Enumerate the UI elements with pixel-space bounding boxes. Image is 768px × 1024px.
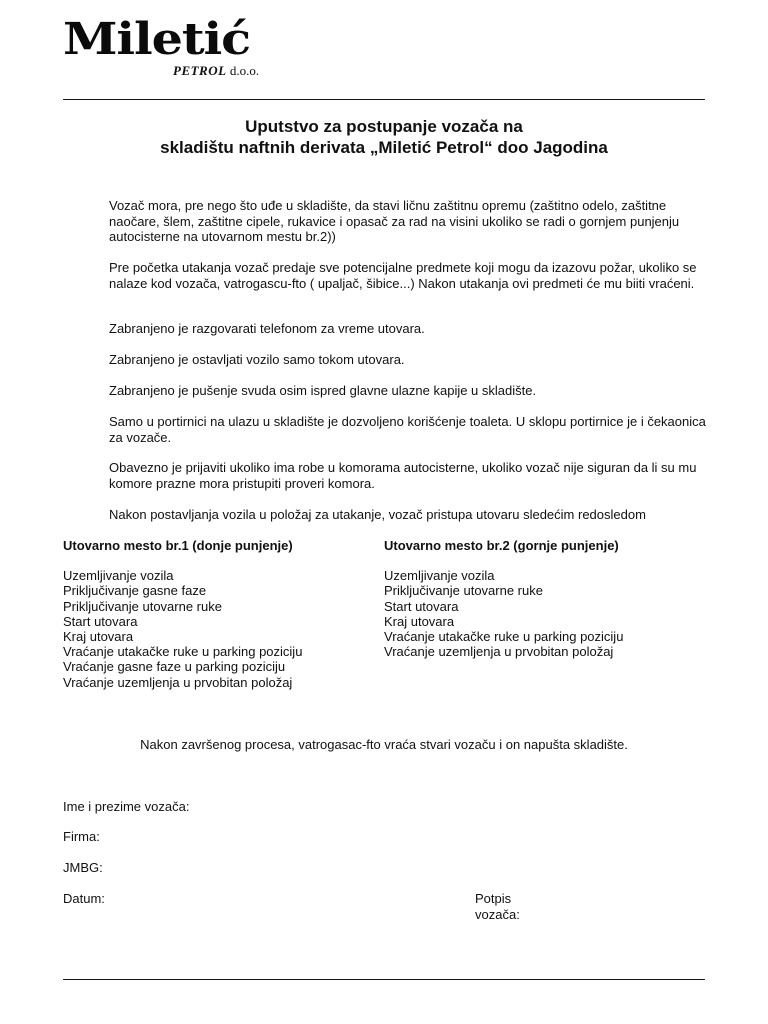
- document-title: [0, 116, 768, 158]
- document-title-line-1: Uputstvo za postupanje vozača na: [245, 117, 523, 136]
- paragraph-no-phone: Zabranjeno je razgovarati telefonom za vreme utovara.: [109, 321, 425, 336]
- loading-point-1-title: Utovarno mesto br.1 (donje punjenje): [63, 538, 293, 553]
- list-item: Priključivanje utovarne ruke: [63, 598, 222, 614]
- list-item: Priključivanje gasne faze: [63, 583, 207, 599]
- paragraph-toilet-info: Samo u portirnici na ulazu u skladište je dozvoljeno korišćenje toaleta. U sklopu portirnice je i čekaonica za vozače.: [109, 414, 706, 445]
- paragraph-fire-hazard-items: Pre početka utakanja vozač predaje sve potencijalne predmete koji mogu da izazovu požar, ukoliko se nalaze kod vozača, vatrogascu-fto ( upaljač, šibice...) Nakon utakanja ovi predmeti će mu biiti vraćeni.: [109, 260, 697, 291]
- list-item: Kraj utovara: [63, 629, 134, 645]
- paragraph-loading-order: Nakon postavljanja vozila u položaj za utakanje, vozač pristupa utovaru sledećim redosledom: [109, 507, 646, 522]
- loading-point-1-steps: [63, 568, 302, 690]
- list-item: Start utovara: [63, 613, 138, 629]
- loading-point-2-title: Utovarno mesto br.2 (gornje punjenje): [384, 538, 619, 553]
- paragraph-no-leaving-vehicle: Zabranjeno je ostavljati vozilo samo tokom utovara.: [109, 352, 405, 367]
- list-item: Kraj utovara: [384, 613, 455, 629]
- logo-petrol-text: PETROL: [173, 63, 227, 78]
- signature-label-line-1: Potpis: [475, 891, 512, 906]
- logo-company-suffix: d.o.o.: [229, 63, 260, 78]
- list-item: Vraćanje utakačke ruke u parking poziciju: [384, 629, 624, 645]
- company-field: Firma:: [63, 829, 100, 844]
- list-item: Vraćanje gasne faze u parking poziciju: [63, 659, 286, 675]
- paragraph-no-smoking: Zabranjeno je pušenje svuda osim ispred glavne ulazne kapije u skladište.: [109, 383, 537, 398]
- driver-signature-field: [475, 891, 545, 922]
- logo-wordmark: Miletić: [63, 14, 251, 65]
- list-item: Priključivanje utovarne ruke: [384, 583, 543, 599]
- signature-label-line-2: vozača:: [475, 906, 520, 922]
- paragraph-protective-equipment: Vozač mora, pre nego što uđe u skladište, da stavi ličnu zaštitnu opremu (zaštitno odelo, zaštitne naočare, šlem, zaštitne cipele, rukavice i opasač za rad na visini ukoliko se radi o gornjem punjenju autocisterne na utovarnom mestu br.2)): [109, 198, 680, 244]
- document-title-line-2: skladištu naftnih derivata „Miletić Petrol“ doo Jagodina: [160, 138, 608, 157]
- loading-point-2: [384, 538, 623, 659]
- company-logo: [63, 14, 303, 80]
- driver-name-field: Ime i prezime vozača:: [63, 799, 190, 814]
- list-item: Uzemljivanje vozila: [63, 568, 174, 584]
- list-item: Vraćanje uzemljenja u prvobitan položaj: [384, 644, 614, 660]
- header-divider: [63, 99, 705, 100]
- list-item: Start utovara: [384, 598, 459, 614]
- logo-subtitle: [173, 63, 259, 79]
- jmbg-field: JMBG:: [63, 860, 103, 875]
- list-item: Vraćanje uzemljenja u prvobitan položaj: [63, 674, 293, 690]
- list-item: Vraćanje utakačke ruke u parking poziciju: [63, 644, 303, 660]
- list-item: Uzemljivanje vozila: [384, 568, 495, 584]
- loading-point-2-steps: [384, 568, 623, 659]
- footer-divider: [63, 979, 705, 980]
- date-field: Datum:: [63, 891, 105, 906]
- loading-point-1: [63, 538, 302, 690]
- paragraph-compartment-check: Obavezno je prijaviti ukoliko ima robe u komorama autocisterne, ukoliko vozač nije siguran da li su mu komore prazne mora pristupiti proveri komora.: [109, 460, 697, 491]
- closing-statement: Nakon završenog procesa, vatrogasac-fto vraća stvari vozaču i on napušta skladište.: [140, 737, 628, 752]
